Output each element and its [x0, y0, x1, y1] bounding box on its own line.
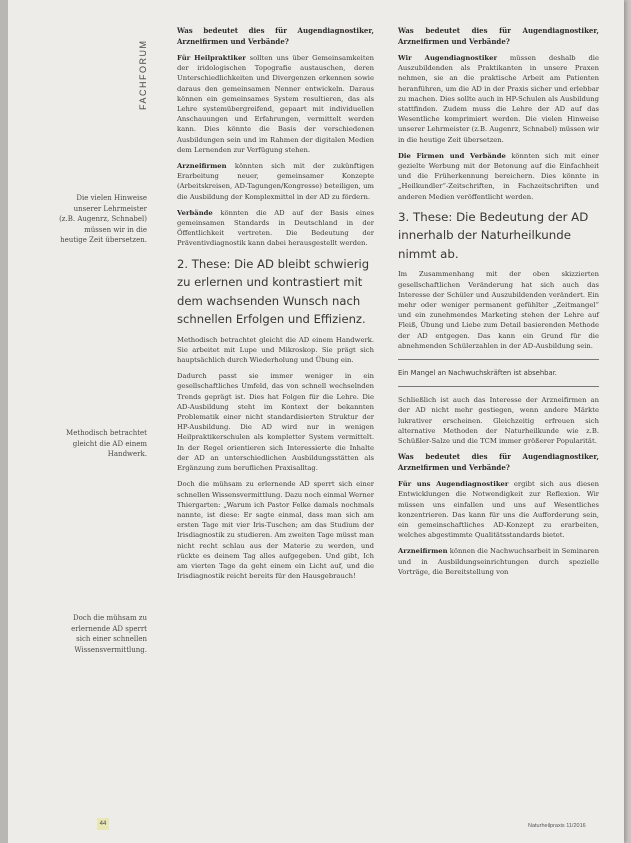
paragraph-text: könnten sich mit einer gezielte Werbung mit der Betonung auf die Einfachheit und die Früherkennung bereichern. Dies könnte in „Heilkundler“-Zeitschriften, in Fachzeitschriften und anderen Medien veröffentlicht werden. [398, 151, 600, 201]
margin-note-3: Doch die mühsam zu erlernende AD sperrt sich einer schnellen Wissensvermittlung. [71, 614, 147, 654]
journal-footer: Naturheilpraxis 11/2016 [528, 823, 586, 829]
question-heading: Was bedeutet dies für Augendiagnostiker, Arzneifirmen und Verbände? [398, 452, 599, 472]
paragraph [177, 161, 374, 202]
paragraph: Im Zusammenhang mit der oben skizzierten gesellschaftlichen Veränderung hat sich auch das Interesse der Schüler und Auszubildenden verändert. Ein mehr oder weniger permanent gefühlter „Zeitmangel“ und ein zunehmendes Marketing stehen der Lehre auf Fleiß, Übung und Liebe zum Detail basierenden Methode der AD entgegen. Das kann ein Grund für die abnehmenden Schülerzahlen in der AD-Ausbildung sein. [398, 270, 599, 350]
paragraph [398, 546, 599, 577]
page-edge [0, 0, 8, 843]
divider [398, 386, 599, 387]
paragraph-lead: Die Firmen und Verbände [398, 151, 506, 160]
paragraph-lead: Für uns Augendiagnostiker [398, 480, 509, 489]
callout-text: Ein Mangel an Nachwuchskräften ist absehbar. [398, 368, 557, 377]
question-heading: Was bedeutet dies für Augendiagnostiker, Arzneifirmen und Verbände? [177, 26, 374, 46]
right-column [398, 26, 599, 583]
paragraph-text: müssen deshalb die Auszubildenden als Praktikanten in unsere Praxen nehmen, sie an die praktische Arbeit am Patienten heranführen, um die AD in der Praxis sicher und erlebbar zu machen. Dies sollte auch in HP-Schulen als Ausbildung stattfinden. Zudem muss die Lehre der AD auf das Wesentliche komprimiert werden. Die vielen Hinweise unserer Lehrmeister (z.B. Augenrz, Schnabel) müssen wir in die heutige Zeit übersetzen. [398, 54, 600, 144]
section-label: FACHFORUM [138, 39, 148, 110]
paragraph-text: sollten uns über Gemeinsamkeiten der iridologischen Topografie austauschen, deren Unterschiedlichkeiten und Divergenzen erkennen sowie daraus den gemeinsamen Nenner entwickeln. Daraus können ein gemeinsames System resultieren, das als Lehre systemübergreifend, gepaart mit individuellen Anschauungen und Erfahrungen, vermittelt werden kann. Dies könnte die Basis der verschiedenen Ausbildungen sein und im Rahmen der digitalen Medien dem Lernenden zur Verfügung stehen. [177, 54, 374, 154]
margin-note-2: Methodisch betrachtet gleicht die AD einem Handwerk. [66, 429, 147, 458]
thesis-heading: 3. These: Die Bedeutung der AD innerhalb der Naturheilkunde nimmt ab. [398, 209, 589, 261]
margin-note-1: Die vielen Hinweise unserer Lehrmeister (z.B. Augenrz, Schnabel) müssen wir in die heutige Zeit übersetzen. [59, 194, 147, 244]
paragraph: Methodisch betrachtet gleicht die AD einem Handwerk. Sie arbeitet mit Lupe und Mikroskop. Sie prägt sich hauptsächlich durch Wiederholung und Übung ein. [177, 335, 374, 365]
paragraph [398, 151, 599, 202]
paragraph: Dadurch passt sie immer weniger in ein gesellschaftliches Umfeld, das von schnell wechselnden Trends geprägt ist. Dies hat Folgen für die Lehre. Die AD-Ausbildung steht im Kontext der bekannten Problematik einer nicht standardisierten Struktur der HP-Ausbildung. Die AD wird nur in wenigen Heilpraktikerschulen als kompletter System vermittelt. In der Regel orientieren sich Interessierte die Inhalte der AD an unterschiedlichen Ausbildungsstätten als Ergänzung zum beruflichen Praxisalltag. [177, 372, 374, 473]
paragraph [398, 479, 599, 540]
paragraph-lead: Verbände [177, 208, 213, 217]
paragraph [398, 53, 599, 145]
paragraph [177, 53, 374, 155]
paragraph-lead: Arzneifirmen [177, 162, 227, 171]
paragraph-lead: Wir Augendiagnostiker [398, 54, 498, 62]
paragraph-lead: Arzneifirmen [398, 547, 448, 556]
paragraph [177, 208, 374, 249]
thesis-heading: 2. These: Die AD bleibt schwierig zu erlernen und kontrastiert mit dem wachsenden Wunsch nach schnellen Erfolgen und Effizienz. [177, 256, 370, 327]
paragraph-text: ergibt sich aus diesen Entwicklungen die Notwendigkeit zur Reflexion. Wir müssen uns einfallen und uns auf Wesentliches konzentrieren. Das kann für uns die Aufforderung sein, ein gemeinschaftliches AD-Konzept zu erarbeiten, welches abgestimmte Qualitätsstandards bietet. [398, 480, 599, 540]
left-column [177, 26, 374, 587]
paragraph-text: können die Nachwuchsarbeit in Seminaren und in Ausbildungseinrichtungen durch spezielle Vorträge, die Bereitstellung von [398, 547, 599, 576]
paragraph-text: könnten die AD auf der Basis eines gemeinsamen Standards in Deutschland in der Öffentlichkeit vertreten. Die Bedeutung der Präventivdiagnostik kann dabei herausgestellt werden. [177, 208, 374, 248]
paragraph: Schließlich ist auch das Interesse der Arzneifirmen an der AD nicht mehr gestiegen, wenn andere Märkte lukrativer erscheinen. Gleichzeitig erfreuen sich alternative Methoden der Naturheilkunde wie z.B. Schüßler-Salze und die TCM immer größerer Popularität. [398, 396, 599, 445]
paragraph: Doch die mühsam zu erlernende AD sperrt sich einer schnellen Wissensvermittlung. Dazu noch einmal Werner Thiergarten: „Warum ich Pastor Felke damals nochmals nannte, ist diese: Er sagte einmal, dass man sich am ersten Tage mit vier Iris-Tuschen; am das Studium der Irisdiagnostik zu studieren. Am zweiten Tage müsst man nicht recht schlau aus der Materie zu werden, und rückte es deinem Tag alles aufgegeben. Und gibt, Ich am vierten Tage da geht einem ein Licht auf, und die Irisdiagnostik reicht bereits für den Hausgebrauch! [177, 480, 374, 581]
page-number: 44 [97, 818, 109, 830]
divider [398, 359, 599, 360]
question-heading: Was bedeutet dies für Augendiagnostiker, Arzneifirmen und Verbände? [398, 26, 599, 46]
paragraph-text: könnten sich mit der zukünftigen Erarbeitung neuer, gemeinsamer Konzepte (Arbeitskreisen, AD-Tagungen/Kongresse) beteiligen, um die Ausbildung der Komplexmittel in der AD zu fördern. [177, 162, 374, 201]
paragraph-lead: Für Heilpraktiker [177, 54, 246, 62]
